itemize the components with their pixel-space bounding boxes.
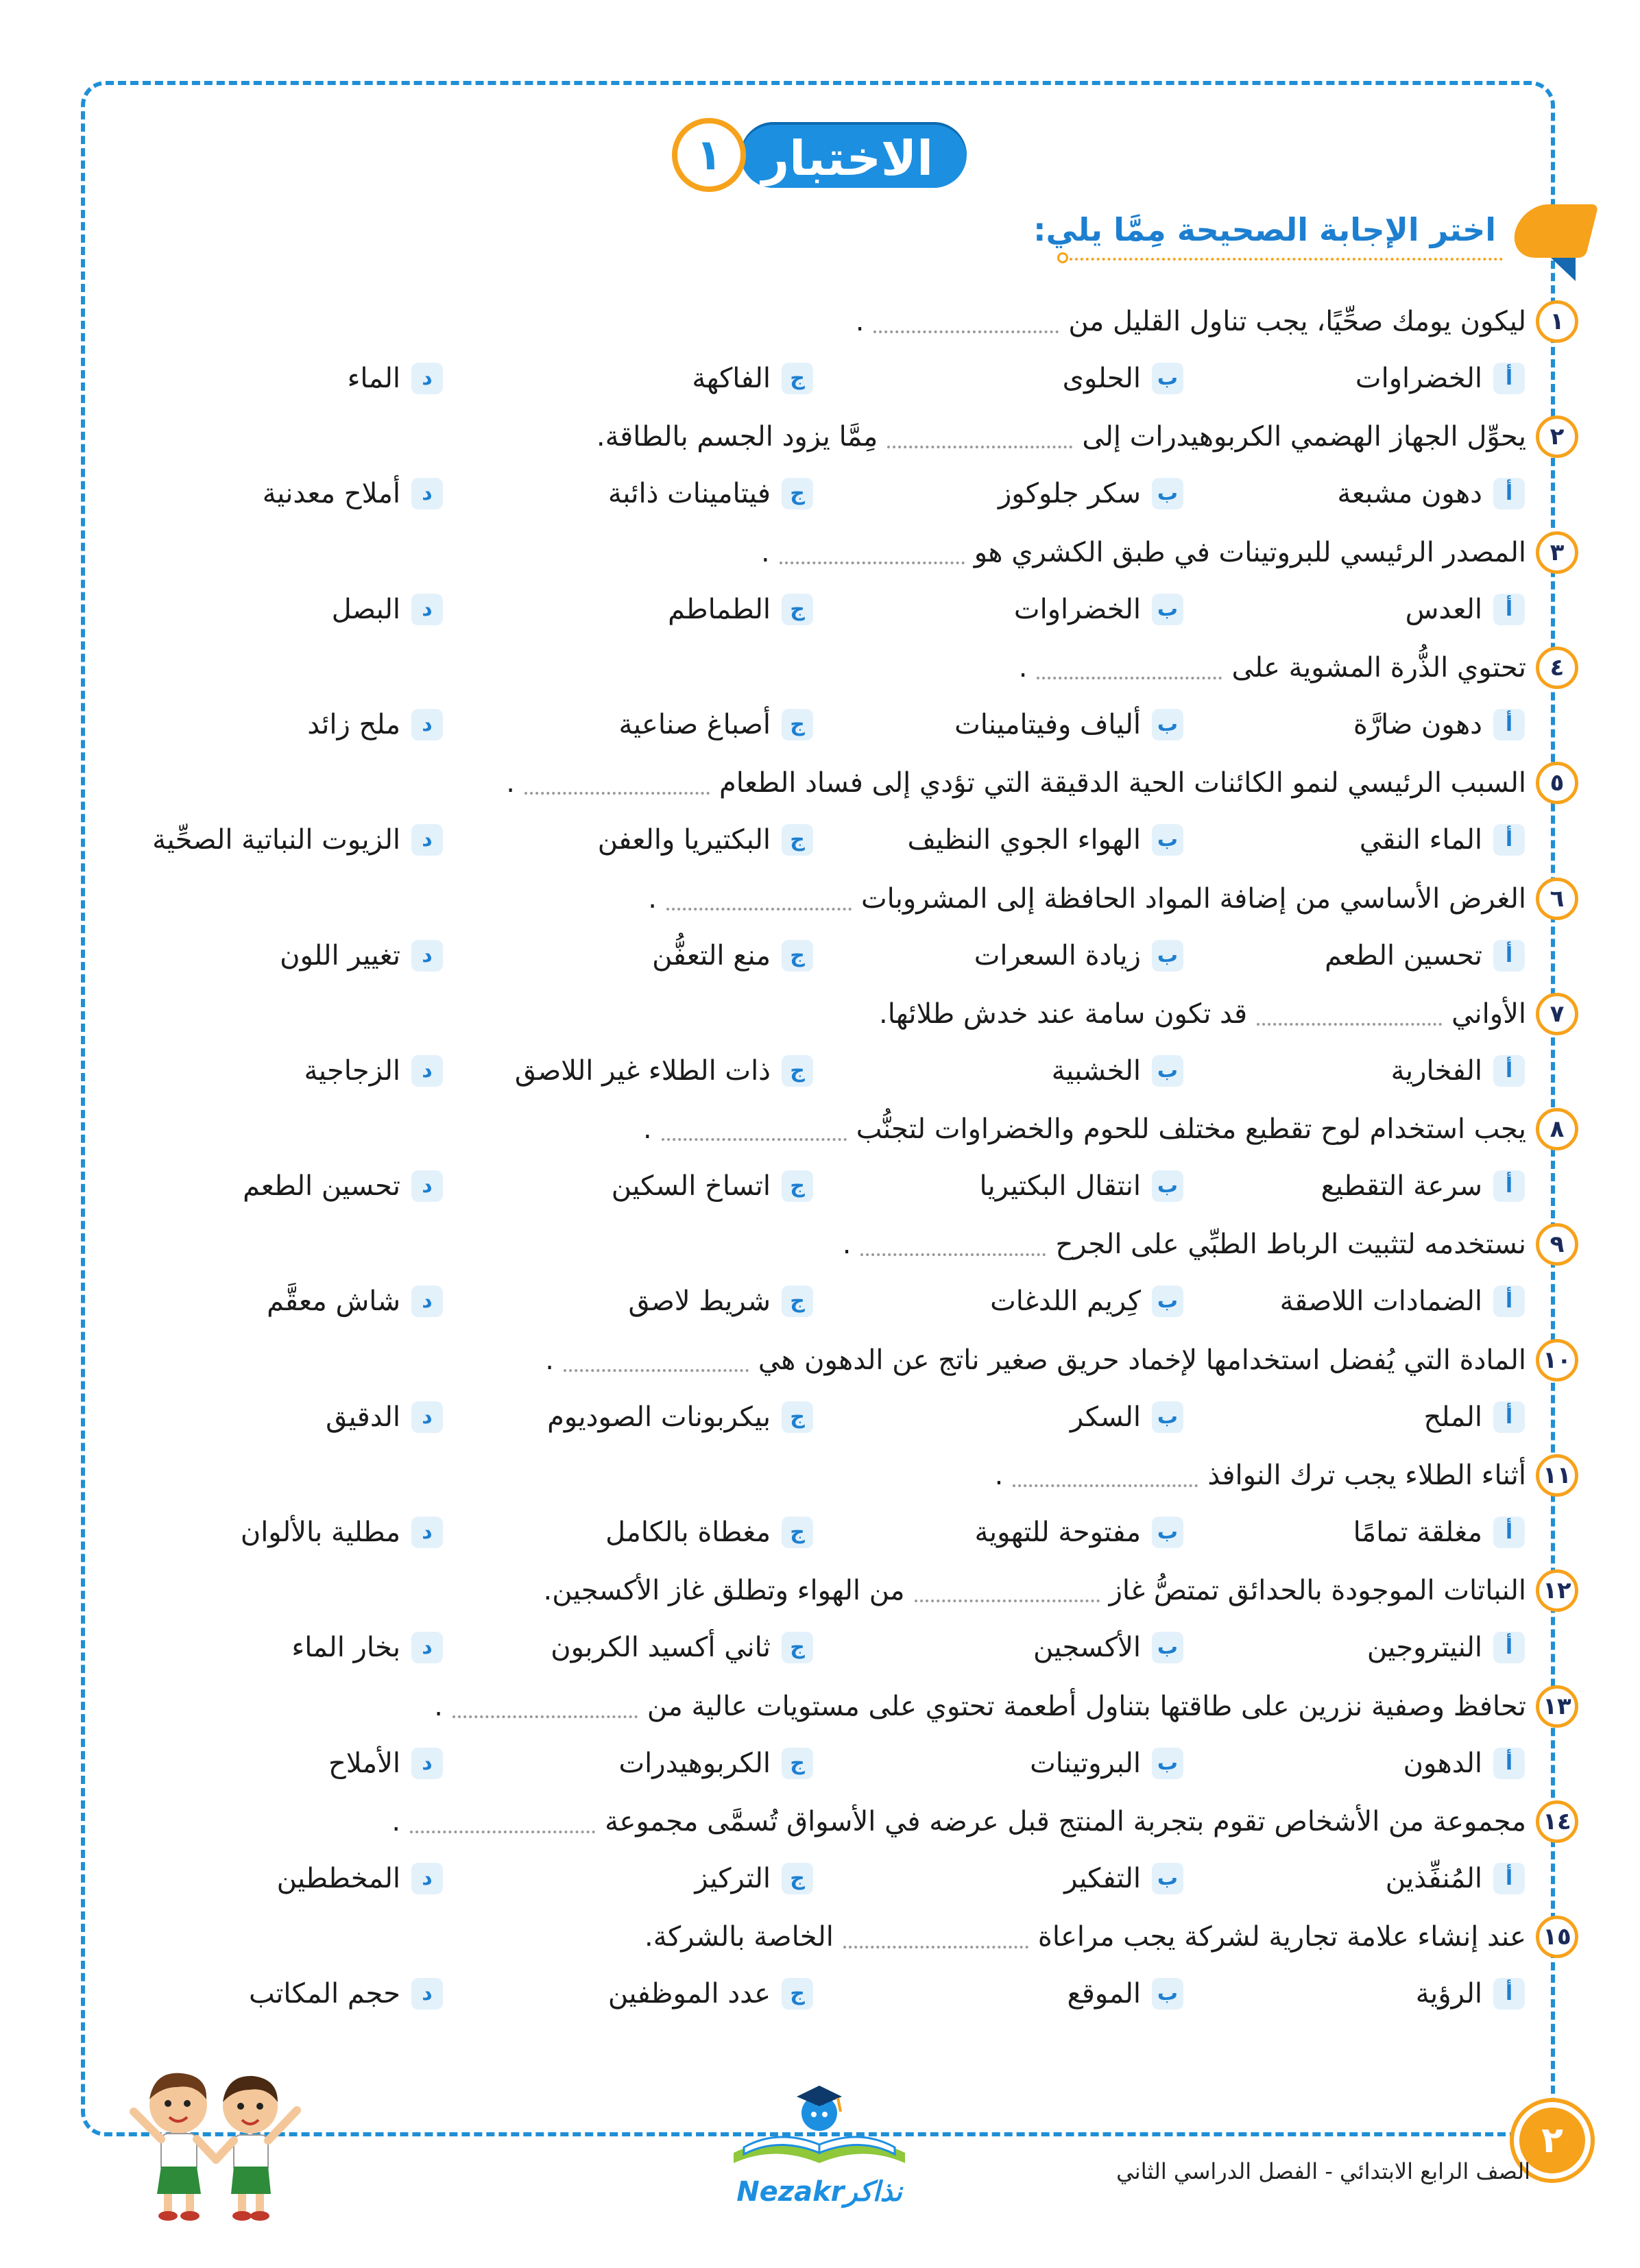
answer-option[interactable] [86,588,443,631]
option-text: الحلوى [1062,363,1141,394]
option-letter: أ [1493,1978,1525,2010]
answer-blank [662,1131,847,1141]
question-stem [506,758,1578,808]
footer-grade-text: الصف الرابع الابتدائي - الفصل الدراسي الثاني [1116,2158,1530,2184]
answer-blank [564,1362,749,1372]
nezakr-logo [720,2071,919,2208]
question-number: ١٠ [1536,1339,1578,1382]
option-text: المخططين [276,1863,400,1894]
question-number: ١ [1536,300,1578,343]
answer-blank [915,1593,1100,1602]
instruction-heading: اختر الإجابة الصحيحة مِمَّا يلي: [1033,211,1496,248]
question-item [0,873,1640,989]
option-text: تغيير اللون [280,940,400,972]
option-text: الخشبية [1051,1055,1141,1087]
question-stem [391,1796,1578,1847]
option-letter: د [411,594,443,625]
option-text: مغطاة بالكامل [605,1517,771,1548]
option-text: فيتامينات ذائبة [607,478,771,509]
question-text-after-blank: من الهواء وتطلق غاز الأكسجين. [543,1575,905,1606]
option-letter: د [411,1286,443,1317]
option-letter: ج [782,824,813,856]
answer-blank [843,1939,1028,1949]
answer-option[interactable] [827,1395,1183,1439]
option-letter: ب [1152,1748,1183,1779]
option-text: الأملاح [328,1748,400,1779]
option-letter: د [411,478,443,509]
option-text: تحسين الطعم [243,1170,400,1202]
question-text: يحوِّل الجهاز الهضمي الكربوهيدرات إلى [1082,421,1526,453]
option-text: الزجاجية [304,1055,400,1087]
option-text: مطلية بالألوان [240,1517,400,1548]
answer-option[interactable] [457,1741,813,1785]
question-end-mark: . [994,1460,1004,1491]
question-text-after-blank: مِمَّا يزود الجسم بالطاقة. [596,421,878,453]
question-item [0,1219,1640,1334]
option-letter: ب [1152,363,1183,394]
question-stem [596,411,1578,462]
question-end-mark: . [842,1229,852,1260]
title-pill [740,122,967,188]
question-number: ١٢ [1536,1569,1578,1612]
option-letter: أ [1493,1517,1525,1548]
option-text: التركيز [695,1863,771,1894]
answer-option[interactable] [457,1972,813,2016]
option-letter: ب [1152,1055,1183,1087]
answer-blank [887,439,1072,448]
answer-option[interactable] [86,703,443,747]
question-number: ١١ [1536,1454,1578,1497]
option-text: منع التعفُّن [652,940,771,972]
answer-option[interactable] [827,357,1183,400]
option-text: دهون مشبعة [1337,478,1482,509]
answer-option[interactable] [86,1510,443,1554]
answer-option[interactable] [457,1279,813,1323]
question-number: ٥ [1536,762,1578,804]
answer-option[interactable] [1168,1395,1525,1439]
answer-option[interactable] [1168,1972,1525,2016]
option-letter: د [411,1748,443,1779]
answer-option[interactable] [86,1857,443,1901]
option-text: دهون ضارَّة [1353,709,1482,740]
answer-blank [873,324,1059,333]
question-text: تحتوي الذُّرة المشوية على [1231,652,1526,684]
answer-option[interactable] [827,1857,1183,1901]
option-letter: أ [1493,1748,1525,1779]
option-letter: أ [1493,363,1525,394]
answer-option[interactable] [1168,357,1525,400]
answer-option[interactable] [827,934,1183,978]
option-text: الماء النقي [1359,824,1482,856]
answer-option[interactable] [457,1857,813,1901]
answer-option[interactable] [1168,1510,1525,1554]
question-number: ٦ [1536,878,1578,920]
question-item [0,1911,1640,2027]
answer-option[interactable] [1168,934,1525,978]
option-letter: ب [1152,1978,1183,2010]
question-text: مجموعة من الأشخاص تقوم بتجربة المنتج قبل عرضه في الأسواق تُسمَّى مجموعة [605,1806,1526,1837]
option-text: مغلقة تمامًا [1353,1517,1482,1548]
answer-option[interactable] [86,1049,443,1093]
answer-option[interactable] [827,1164,1183,1208]
option-letter: أ [1493,709,1525,740]
option-letter: د [411,363,443,394]
question-item [0,1565,1640,1680]
two-kids-cheering-illustration [113,2057,312,2225]
option-letter: أ [1493,1632,1525,1663]
option-text: الملح [1423,1401,1482,1433]
option-text: البروتينات [1030,1748,1141,1779]
question-item [0,527,1640,642]
question-text-after-blank: الخاصة بالشركة. [644,1921,834,1953]
test-title-badge [672,118,967,193]
open-book-graduate-icon [720,2071,919,2173]
question-item [0,1681,1640,1796]
option-text: النيتروجين [1366,1632,1482,1663]
answer-option[interactable] [457,472,813,516]
option-text: الفخارية [1390,1055,1482,1087]
option-letter: ب [1152,1517,1183,1548]
question-stem [1019,642,1578,693]
option-text: السكر [1070,1401,1141,1433]
question-text-after-blank: قد تكون سامة عند خدش طلائها. [878,998,1248,1030]
question-stem [643,1104,1578,1155]
option-text: الرؤية [1415,1978,1482,2010]
answer-option[interactable] [1168,1279,1525,1323]
option-text: ثاني أكسيد الكربون [551,1632,771,1663]
question-text: السبب الرئيسي لنمو الكائنات الحية الدقيقة التي تؤدي إلى فساد الطعام [719,767,1526,799]
option-letter: د [411,1863,443,1894]
answer-blank [780,555,965,564]
question-end-mark: . [545,1344,554,1376]
option-letter: د [411,1978,443,2010]
option-text: الخضراوات [1355,363,1482,394]
answer-option[interactable] [827,1972,1183,2016]
option-letter: ج [782,1517,813,1548]
question-end-mark: . [391,1806,401,1837]
option-letter: ج [782,940,813,972]
question-item [0,1796,1640,1911]
option-text: سكر جلوكوز [998,478,1141,509]
question-number: ٤ [1536,647,1578,689]
answer-option[interactable] [457,703,813,747]
mascot-kids-icon [113,2057,312,2225]
question-text: المصدر الرئيسي للبروتينات في طبق الكشري هو [974,537,1526,568]
option-text: الكربوهيدرات [618,1748,771,1779]
question-text: النباتات الموجودة بالحدائق تمتصُّ غاز [1109,1575,1526,1606]
option-letter: أ [1493,1286,1525,1317]
answer-option[interactable] [457,818,813,862]
answer-option[interactable] [457,588,813,631]
question-item [0,1335,1640,1450]
answer-option[interactable] [457,1626,813,1669]
option-text: الدقيق [326,1401,400,1433]
answer-option[interactable] [827,588,1183,631]
option-text: بخار الماء [291,1632,400,1663]
option-text: المُنفِّذين [1385,1863,1482,1894]
page-number: ٢ [1514,2102,1591,2179]
option-text: الأكسجين [1033,1632,1141,1663]
option-letter: ج [782,363,813,394]
option-letter: د [411,824,443,856]
answer-option[interactable] [86,1741,443,1785]
option-text: الهواء الجوي النظيف [907,824,1141,856]
question-end-mark: . [506,767,515,799]
question-end-mark: . [434,1691,443,1722]
question-text: أثناء الطلاء يجب ترك النوافذ [1207,1460,1526,1491]
question-number: ١٥ [1536,1916,1578,1958]
answer-blank [1257,1016,1442,1026]
answer-option[interactable] [457,1049,813,1093]
question-stem [843,1219,1578,1270]
question-number: ١٤ [1536,1800,1578,1843]
question-text: الأواني [1451,998,1526,1030]
option-text: كِريم اللدغات [990,1286,1141,1317]
option-text: زيادة السعرات [974,940,1141,972]
option-letter: د [411,940,443,972]
question-item [0,642,1640,758]
answer-option[interactable] [827,1049,1183,1093]
answer-option[interactable] [457,1164,813,1208]
option-letter: ب [1152,1401,1183,1433]
answer-option[interactable] [1168,472,1525,516]
option-letter: ج [782,1401,813,1433]
option-text: ذات الطلاء غير اللاصق [514,1055,771,1087]
answer-option[interactable] [1168,1626,1525,1669]
question-stem [434,1681,1578,1732]
option-text: البكتيريا والعفن [597,824,771,856]
question-item [0,411,1640,527]
option-text: حجم المكاتب [249,1978,400,2010]
question-stem [648,873,1578,924]
answer-option[interactable] [86,472,443,516]
option-text: شاش معقَّم [267,1286,400,1317]
answer-option[interactable] [1168,1741,1525,1785]
question-stem [644,1911,1578,1962]
option-letter: د [411,709,443,740]
option-text: شريط لاصق [628,1286,771,1317]
option-text: عدد الموظفين [607,1978,771,2010]
answer-option[interactable] [827,703,1183,747]
answer-option[interactable] [1168,1857,1525,1901]
question-text: تحافظ وصفية نزرين على طاقتها بتناول أطعمة تحتوي على مستويات عالية من [647,1691,1526,1722]
option-text: سرعة التقطيع [1321,1170,1482,1202]
option-letter: د [411,1055,443,1087]
option-letter: ب [1152,1632,1183,1663]
question-end-mark: . [642,1113,652,1145]
answer-option[interactable] [827,818,1183,862]
instruction-underline [1064,258,1503,261]
option-letter: أ [1493,940,1525,972]
option-letter: ج [782,1748,813,1779]
answer-option[interactable] [86,357,443,400]
option-letter: ب [1152,709,1183,740]
option-letter: ب [1152,1863,1183,1894]
option-letter: أ [1493,594,1525,625]
option-text: التفكير [1064,1863,1141,1894]
question-text: المادة التي يُفضل استخدامها لإخماد حريق صغير ناتج عن الدهون هي [758,1344,1526,1376]
option-text: أملاح معدنية [262,478,400,509]
option-text: الموقع [1067,1978,1141,2010]
question-stem [995,1450,1578,1501]
option-text: ملح زائد [307,709,400,740]
option-text: انتقال البكتيريا [979,1170,1141,1202]
answer-option[interactable] [457,1510,813,1554]
answer-option[interactable] [457,357,813,400]
answer-option[interactable] [827,472,1183,516]
answer-option[interactable] [86,1626,443,1669]
question-stem [544,1565,1578,1616]
answer-blank [410,1824,595,1833]
option-letter: ب [1152,940,1183,972]
answer-option[interactable] [86,818,443,862]
option-letter: ج [782,1863,813,1894]
question-text: يجب استخدام لوح تقطيع مختلف للحوم والخضراوات لتجنُّب [856,1113,1526,1145]
question-number: ٨ [1536,1108,1578,1150]
option-text: الخضراوات [1013,594,1141,625]
option-text: اتساخ السكين [611,1170,771,1202]
answer-blank [1013,1477,1198,1487]
option-text: الدهون [1403,1748,1482,1779]
option-letter: ج [782,1170,813,1202]
option-letter: ب [1152,1170,1183,1202]
option-letter: ج [782,1632,813,1663]
answer-option[interactable] [1168,1164,1525,1208]
option-letter: ب [1152,594,1183,625]
option-text: تحسين الطعم [1325,940,1482,972]
option-text: ألياف وفيتامينات [954,709,1141,740]
answer-option[interactable] [457,934,813,978]
answer-option[interactable] [1168,818,1525,862]
answer-option[interactable] [86,934,443,978]
option-letter: ج [782,478,813,509]
question-number: ٢ [1536,415,1578,458]
option-letter: أ [1493,478,1525,509]
option-text: الماء [347,363,400,394]
answer-option[interactable] [1168,588,1525,631]
section-flag-tail [1551,258,1576,281]
option-letter: ج [782,1978,813,2010]
question-text: ليكون يومك صحِّيًا، يجب تناول القليل من [1068,306,1526,337]
question-number: ٣ [1536,531,1578,574]
option-letter: أ [1493,1401,1525,1433]
option-text: أصباغ صناعية [618,709,771,740]
question-end-mark: . [648,883,657,915]
option-text: مفتوحة للتهوية [974,1517,1141,1548]
question-text: عند إنشاء علامة تجارية لشركة يجب مراعاة [1037,1921,1526,1953]
question-text: نستخدمه لتثبيت الرباط الطبِّي على الجرح [1055,1229,1526,1260]
option-text: الزيوت النباتية الصحِّية [152,824,400,856]
question-item [0,1104,1640,1219]
title-text: الاختبار [761,130,934,186]
answer-option[interactable] [827,1510,1183,1554]
option-letter: د [411,1170,443,1202]
answer-option[interactable] [827,1626,1183,1669]
option-letter: د [411,1401,443,1433]
option-letter: ج [782,1286,813,1317]
question-number: ١٣ [1536,1685,1578,1728]
answer-blank [453,1709,638,1718]
option-letter: ج [782,709,813,740]
option-letter: ج [782,1055,813,1087]
question-end-mark: . [761,537,770,568]
option-letter: أ [1493,1170,1525,1202]
answer-option[interactable] [86,1279,443,1323]
question-number: ٧ [1536,993,1578,1035]
question-item [0,758,1640,873]
option-letter: د [411,1517,443,1548]
question-stem [879,989,1578,1039]
answer-option[interactable] [827,1741,1183,1785]
answer-blank [860,1246,1046,1256]
option-letter: د [411,1632,443,1663]
question-end-mark: . [855,306,865,337]
logo-text: Nezakrنذاكر [736,2176,902,2208]
answer-blank [666,901,852,910]
answer-option[interactable] [457,1395,813,1439]
question-text: الغرض الأساسي من إضافة المواد الحافظة إلى المشروبات [860,883,1526,915]
answer-option[interactable] [86,1972,443,2016]
answer-option[interactable] [1168,703,1525,747]
option-text: بيكربونات الصوديوم [547,1401,771,1433]
option-letter: ج [782,594,813,625]
option-letter: أ [1493,824,1525,856]
option-text: الضمادات اللاصقة [1279,1286,1482,1317]
answer-option[interactable] [86,1164,443,1208]
option-text: العدس [1405,594,1482,625]
answer-option[interactable] [827,1279,1183,1323]
answer-blank [524,785,710,795]
answer-blank [1037,670,1222,679]
option-text: الطماطم [668,594,771,625]
question-item [0,989,1640,1104]
option-letter: ب [1152,478,1183,509]
question-stem [761,527,1578,578]
question-stem [856,296,1578,347]
title-number: ١ [672,118,746,192]
instruction-underline-dot [1057,252,1068,263]
option-letter: ب [1152,824,1183,856]
option-text: البصل [331,594,400,625]
question-stem [545,1335,1578,1386]
question-item [0,1450,1640,1565]
question-number: ٩ [1536,1223,1578,1266]
question-end-mark: . [1018,652,1028,684]
question-item [0,296,1640,411]
answer-option[interactable] [1168,1049,1525,1093]
option-letter: ب [1152,1286,1183,1317]
option-letter: أ [1493,1055,1525,1087]
option-text: الفاكهة [692,363,771,394]
answer-option[interactable] [86,1395,443,1439]
option-letter: أ [1493,1863,1525,1894]
